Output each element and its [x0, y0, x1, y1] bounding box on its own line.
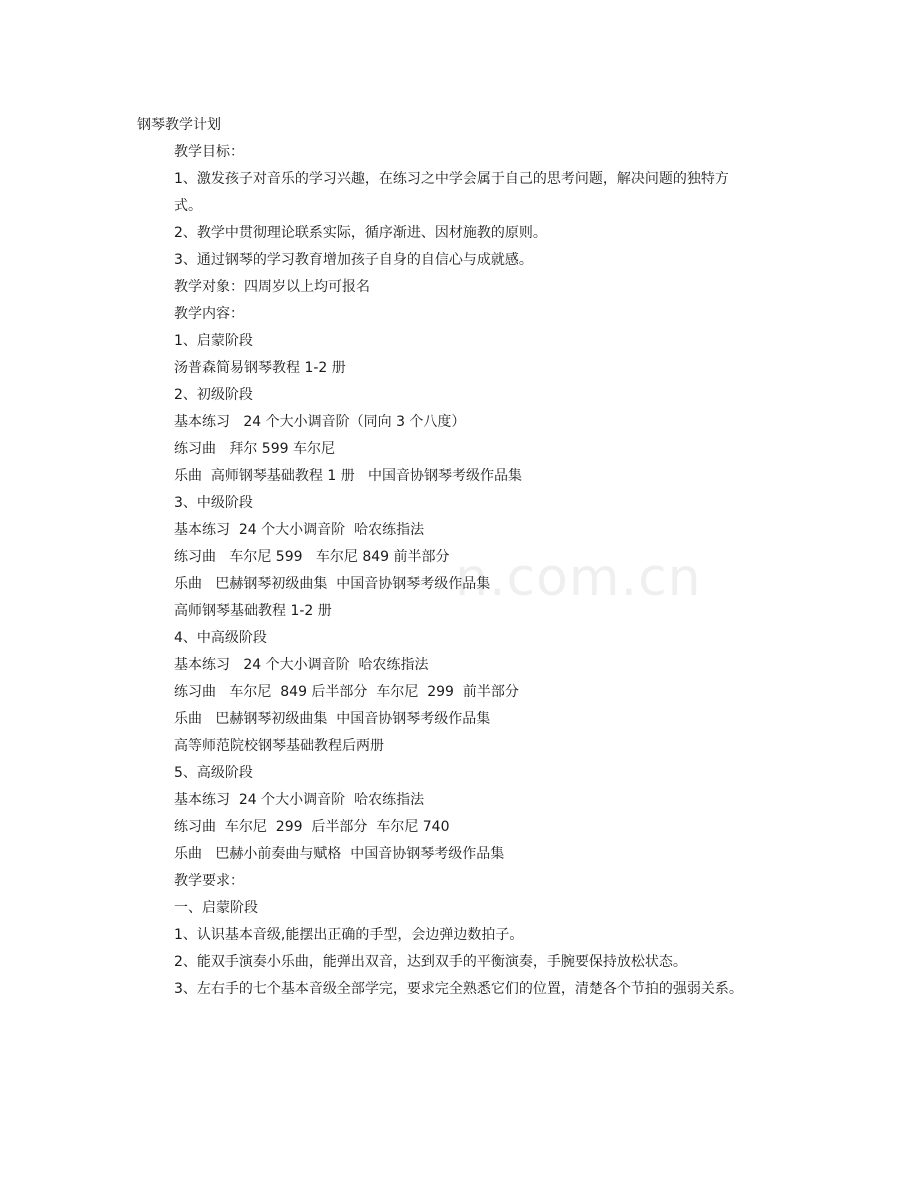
text-line: 高等师范院校钢琴基础教程后两册	[174, 738, 384, 754]
text-line: 乐曲 巴赫钢琴初级曲集 中国音协钢琴考级作品集	[174, 576, 491, 592]
text-line: 教学要求：	[174, 873, 244, 889]
watermark: n.com.cn	[455, 548, 702, 608]
text-line: 2、初级阶段	[174, 387, 253, 403]
text-line: 1、启蒙阶段	[174, 333, 253, 349]
text-line: 练习曲 车尔尼 299 后半部分 车尔尼 740	[174, 819, 450, 835]
text-line: 基本练习 24 个大小调音阶 哈农练指法	[174, 657, 429, 673]
text-line: 乐曲 高师钢琴基础教程 1 册 中国音协钢琴考级作品集	[174, 468, 523, 484]
text-line: 教学内容：	[174, 306, 244, 322]
text-line: 式。	[174, 198, 202, 214]
text-line: 基本练习 24 个大小调音阶 哈农练指法	[174, 792, 425, 808]
text-line: 教学目标：	[174, 144, 244, 160]
text-line: 一、启蒙阶段	[174, 900, 258, 916]
document-title: 钢琴教学计划	[137, 117, 221, 133]
document-body	[137, 112, 787, 1003]
text-line: 教学对象：四周岁以上均可报名	[174, 279, 370, 295]
text-line: 练习曲 车尔尼 599 车尔尼 849 前半部分	[174, 549, 450, 565]
text-line: 练习曲 拜尔 599 车尔尼	[174, 441, 335, 457]
text-line: 3、通过钢琴的学习教育增加孩子自身的自信心与成就感。	[174, 252, 533, 268]
text-line: 基本练习 24 个大小调音阶 哈农练指法	[174, 522, 425, 538]
text-line: 汤普森简易钢琴教程 1-2 册	[174, 360, 346, 376]
text-line: 练习曲 车尔尼 849 后半部分 车尔尼 299 前半部分	[174, 684, 519, 700]
text-line: 2、教学中贯彻理论联系实际，循序渐进、因材施教的原则。	[174, 225, 547, 241]
text-line: 乐曲 巴赫小前奏曲与赋格 中国音协钢琴考级作品集	[174, 846, 505, 862]
text-line: 2、能双手演奏小乐曲，能弹出双音，达到双手的平衡演奏，手腕要保持放松状态。	[174, 954, 687, 970]
text-line: 5、高级阶段	[174, 765, 253, 781]
text-line: 基本练习 24 个大小调音阶（同向 3 个八度）	[174, 414, 466, 430]
text-line: 3、中级阶段	[174, 495, 253, 511]
text-line: 1、认识基本音级,能摆出正确的手型，会边弹边数拍子。	[174, 927, 524, 943]
text-line: 乐曲 巴赫钢琴初级曲集 中国音协钢琴考级作品集	[174, 711, 491, 727]
text-line: 高师钢琴基础教程 1-2 册	[174, 603, 332, 619]
text-line: 1、激发孩子对音乐的学习兴趣，在练习之中学会属于自己的思考问题，解决问题的独特方	[174, 171, 729, 187]
text-paragraph: 3、左右手的七个基本音级全部学完，要求完全熟悉它们的位置，清楚各个节拍的强弱关系。	[174, 981, 743, 997]
text-line: 4、中高级阶段	[174, 630, 267, 646]
